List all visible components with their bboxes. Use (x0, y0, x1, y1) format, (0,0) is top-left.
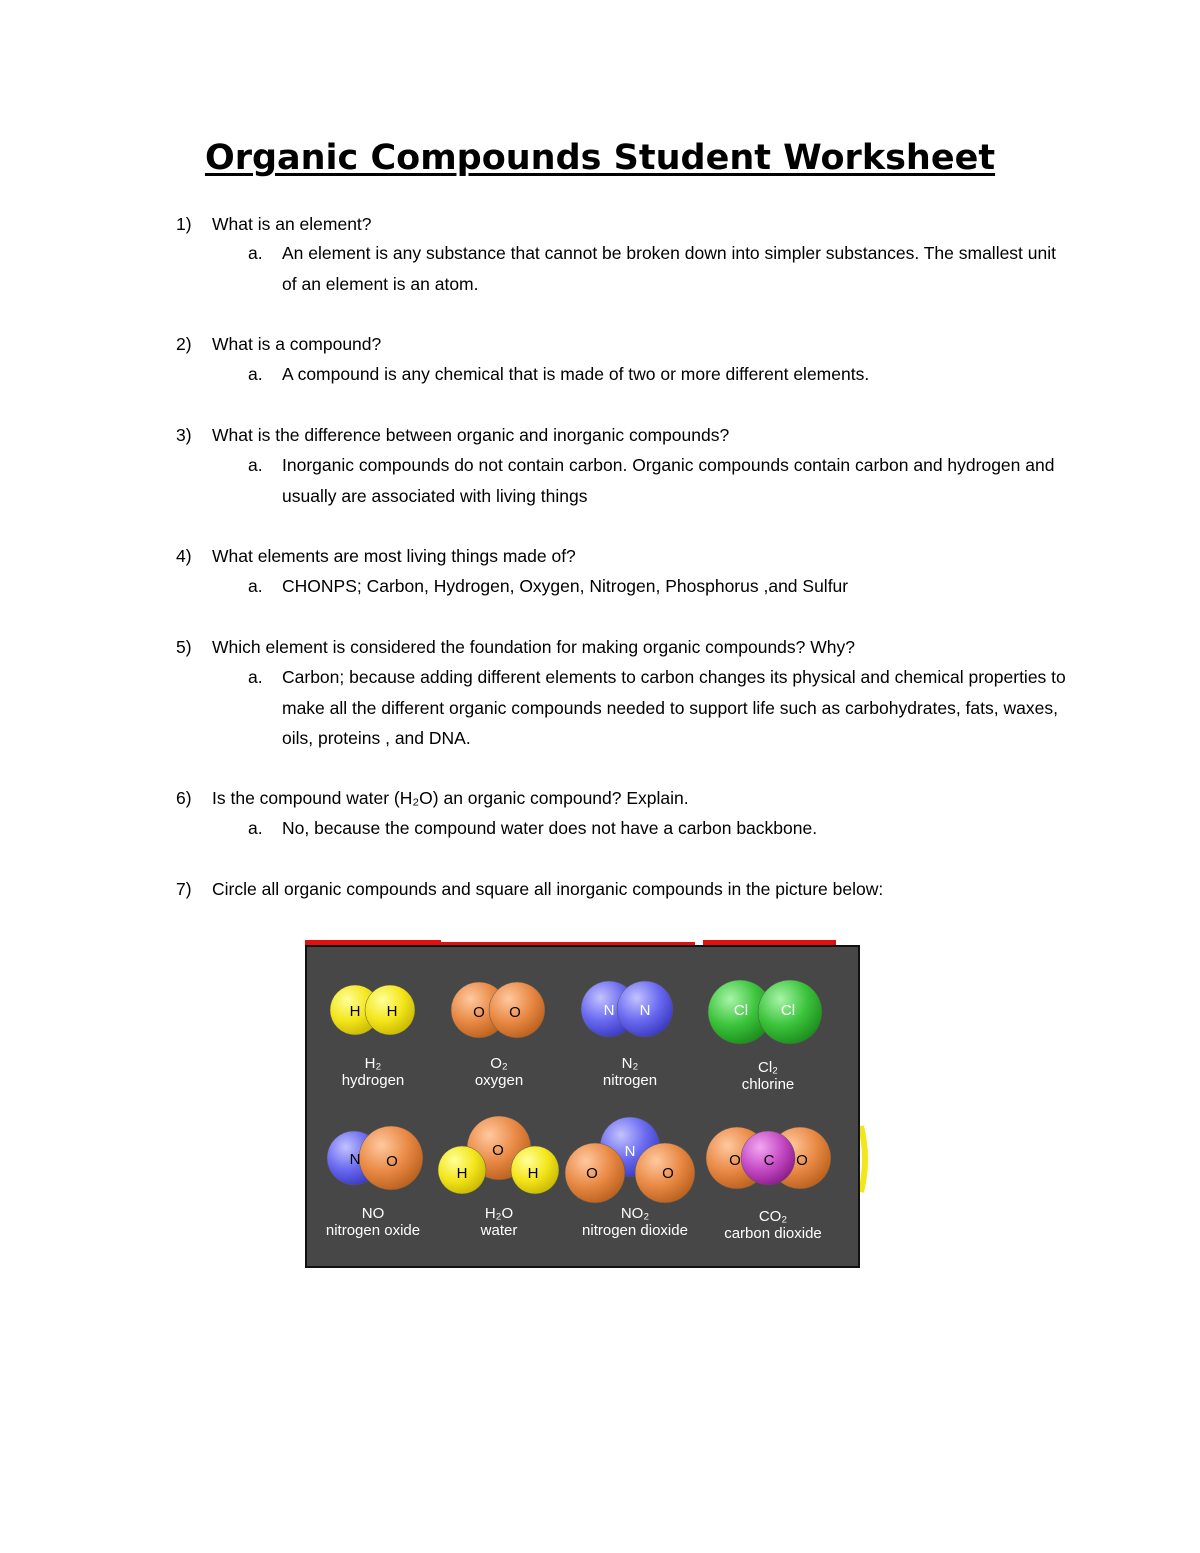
question-number: 7) (176, 879, 192, 899)
page-title: Organic Compounds Student Worksheet (204, 138, 996, 178)
molecule-name: chlorine (741, 1076, 795, 1093)
answer-letter: a. (248, 667, 263, 687)
molecules-figure (305, 940, 861, 1270)
answer-text: CHONPS; Carbon, Hydrogen, Oxygen, Nitrogen, Phosphorus ,and Sulfur (282, 576, 849, 596)
molecule-name: carbon dioxide (724, 1225, 822, 1242)
atom-label: O (729, 1152, 741, 1169)
molecule-name: nitrogen oxide (325, 1222, 421, 1239)
molecule-name: water (480, 1222, 518, 1239)
question-6 (176, 783, 689, 813)
molecule-formula: CO₂ (758, 1208, 788, 1225)
answer-letter: a. (248, 243, 263, 263)
answer-2 (248, 359, 1068, 390)
answer-4 (248, 571, 1068, 602)
molecule-formula: O₂ (490, 1055, 508, 1072)
question-text: Is the compound water (H₂O) an organic compound? Explain. (212, 788, 689, 808)
molecule-name: nitrogen dioxide (582, 1222, 688, 1239)
question-number: 2) (176, 334, 192, 354)
molecule-formula: NO (361, 1205, 385, 1222)
question-7 (176, 874, 883, 904)
question-number: 1) (176, 214, 192, 234)
atom-label: N (639, 1002, 651, 1019)
question-number: 5) (176, 637, 192, 657)
question-text: Which element is considered the foundation for making organic compounds? Why? (212, 637, 855, 657)
atom-label: O (473, 1004, 485, 1021)
atom-label: O (492, 1142, 504, 1159)
atom-label: H (527, 1165, 539, 1182)
answer-text: No, because the compound water does not have a carbon backbone. (282, 818, 818, 838)
annotation-mark (305, 940, 441, 945)
question-text: What elements are most living things made of? (212, 546, 576, 566)
molecule-name: hydrogen (341, 1072, 405, 1089)
question-number: 3) (176, 425, 192, 445)
answer-letter: a. (248, 576, 263, 596)
answer-text: Carbon; because adding different elements to carbon changes its physical and chemical properties to make all the different organic compounds needed to support life such as carbohydrates, fats, waxes, oils, proteins , and DNA. (282, 667, 1066, 748)
answer-letter: a. (248, 455, 263, 475)
question-text: What is an element? (212, 214, 372, 234)
molecule-formula: N₂ (621, 1055, 639, 1072)
molecule-name: nitrogen (602, 1072, 658, 1089)
atom-label: H (456, 1165, 468, 1182)
molecules-svg (305, 940, 875, 1275)
answer-text: A compound is any chemical that is made of two or more different elements. (282, 364, 870, 384)
question-number: 6) (176, 788, 192, 808)
atom-label: N (349, 1151, 361, 1168)
molecule-formula: H₂ (364, 1055, 382, 1072)
question-3 (176, 420, 729, 450)
question-text: What is a compound? (212, 334, 382, 354)
annotation-mark (861, 1126, 865, 1192)
question-2 (176, 329, 381, 359)
answer-letter: a. (248, 364, 263, 384)
atom-label: O (586, 1165, 598, 1182)
answer-6 (248, 813, 1068, 844)
atom-label: Cl (780, 1002, 796, 1019)
molecule-formula: NO₂ (620, 1205, 650, 1222)
question-text: Circle all organic compounds and square all inorganic compounds in the picture below: (212, 879, 884, 899)
atom-label: C (763, 1152, 775, 1169)
molecule-formula: H₂O (484, 1205, 514, 1222)
annotation-mark (441, 942, 695, 945)
question-5 (176, 632, 855, 662)
answer-text: An element is any substance that cannot be broken down into simpler substances. The smallest unit of an element is an atom. (282, 243, 1056, 294)
answer-1 (248, 238, 1068, 299)
atom-label: O (386, 1153, 398, 1170)
answer-3 (248, 450, 1068, 511)
question-4 (176, 541, 576, 571)
question-number: 4) (176, 546, 192, 566)
atom-label: N (603, 1002, 615, 1019)
atom-label: H (386, 1003, 398, 1020)
atom-label: O (796, 1152, 808, 1169)
molecule-name: oxygen (474, 1072, 524, 1089)
atom-label: O (662, 1165, 674, 1182)
answer-5 (248, 662, 1068, 754)
atom-label: Cl (733, 1002, 749, 1019)
question-1 (176, 209, 372, 239)
answer-text: Inorganic compounds do not contain carbon. Organic compounds contain carbon and hydrogen and usually are associated with living things (282, 455, 1055, 506)
atom-label: O (509, 1004, 521, 1021)
annotation-mark (703, 940, 836, 945)
molecule-formula: Cl₂ (758, 1059, 778, 1076)
question-text: What is the difference between organic and inorganic compounds? (212, 425, 730, 445)
atom-label: N (624, 1143, 636, 1160)
answer-letter: a. (248, 818, 263, 838)
molecule-co2 (706, 1127, 831, 1242)
atom-label: H (349, 1003, 361, 1020)
